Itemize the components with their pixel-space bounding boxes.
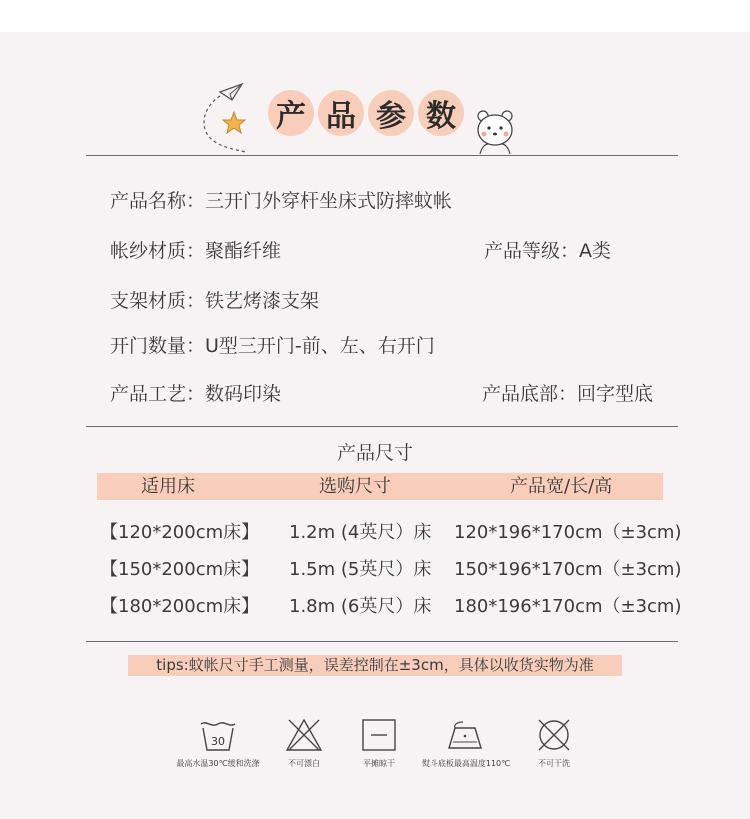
- care-label: 不可漂白: [288, 759, 320, 768]
- table-cell: 【120*200cm床】: [100, 522, 260, 543]
- table-cell: 120*196*170cm（±3cm): [454, 522, 682, 543]
- table-cell: 【180*200cm床】: [100, 596, 260, 617]
- dry-flat-icon: [360, 718, 398, 752]
- iron-110-icon: [447, 718, 485, 752]
- param-frame: 支架材质：铁艺烤漆支架: [110, 290, 320, 312]
- title-char: 参: [368, 90, 414, 136]
- table-cell: 【150*200cm床】: [100, 559, 260, 580]
- table-cell: 1.8m (6英尺）床: [289, 596, 432, 617]
- table-header-cell: 产品宽/长/高: [510, 476, 613, 497]
- table-header-cell: 适用床: [141, 476, 195, 497]
- care-item: [528, 718, 580, 769]
- table-cell: 1.5m (5英尺）床: [289, 559, 432, 580]
- divider: [86, 641, 678, 642]
- page-title: [268, 90, 464, 136]
- param-product-name: 产品名称：三开门外穿杆坐床式防摔蚊帐: [110, 190, 453, 212]
- table-cell: 1.2m (4英尺）床: [289, 522, 432, 543]
- care-item: [416, 718, 516, 769]
- bear-icon: [470, 106, 520, 156]
- care-label: 平摊晾干: [363, 759, 395, 768]
- title-char: 品: [318, 90, 364, 136]
- care-item: [276, 718, 332, 769]
- table-cell: 180*196*170cm（±3cm): [454, 596, 682, 617]
- divider: [86, 426, 678, 427]
- title-char: 数: [418, 90, 464, 136]
- care-label: 最高水温30℃缓和洗涤: [176, 759, 260, 768]
- param-doors: 开门数量：U型三开门-前、左、右开门: [110, 335, 435, 357]
- svg-text:30: 30: [211, 735, 225, 748]
- care-item: [352, 718, 406, 769]
- divider: [86, 155, 678, 156]
- care-label: 不可干洗: [538, 759, 570, 768]
- param-material: 帐纱材质：聚酯纤维: [110, 240, 282, 262]
- table-header-cell: 选购尺寸: [319, 476, 391, 497]
- care-label: 熨斗底板最高温度110℃: [421, 759, 511, 768]
- paper-plane-star-decoration: [198, 78, 254, 158]
- care-item: [170, 718, 266, 769]
- no-bleach-icon: [285, 718, 323, 752]
- no-dry-clean-icon: [535, 718, 573, 752]
- tips-note: tips:蚊帐尺寸手工测量，误差控制在±3cm，具体以收货实物为准: [128, 655, 622, 676]
- size-table-header: [97, 473, 663, 500]
- param-bottom: 产品底部：回字型底: [482, 383, 654, 405]
- title-char: 产: [268, 90, 314, 136]
- table-cell: 150*196*170cm（±3cm): [454, 559, 682, 580]
- param-craft: 产品工艺：数码印染: [110, 383, 282, 405]
- wash-30-icon: [199, 718, 237, 752]
- param-grade: 产品等级：A类: [484, 240, 611, 262]
- size-table-title: 产品尺寸: [336, 442, 413, 464]
